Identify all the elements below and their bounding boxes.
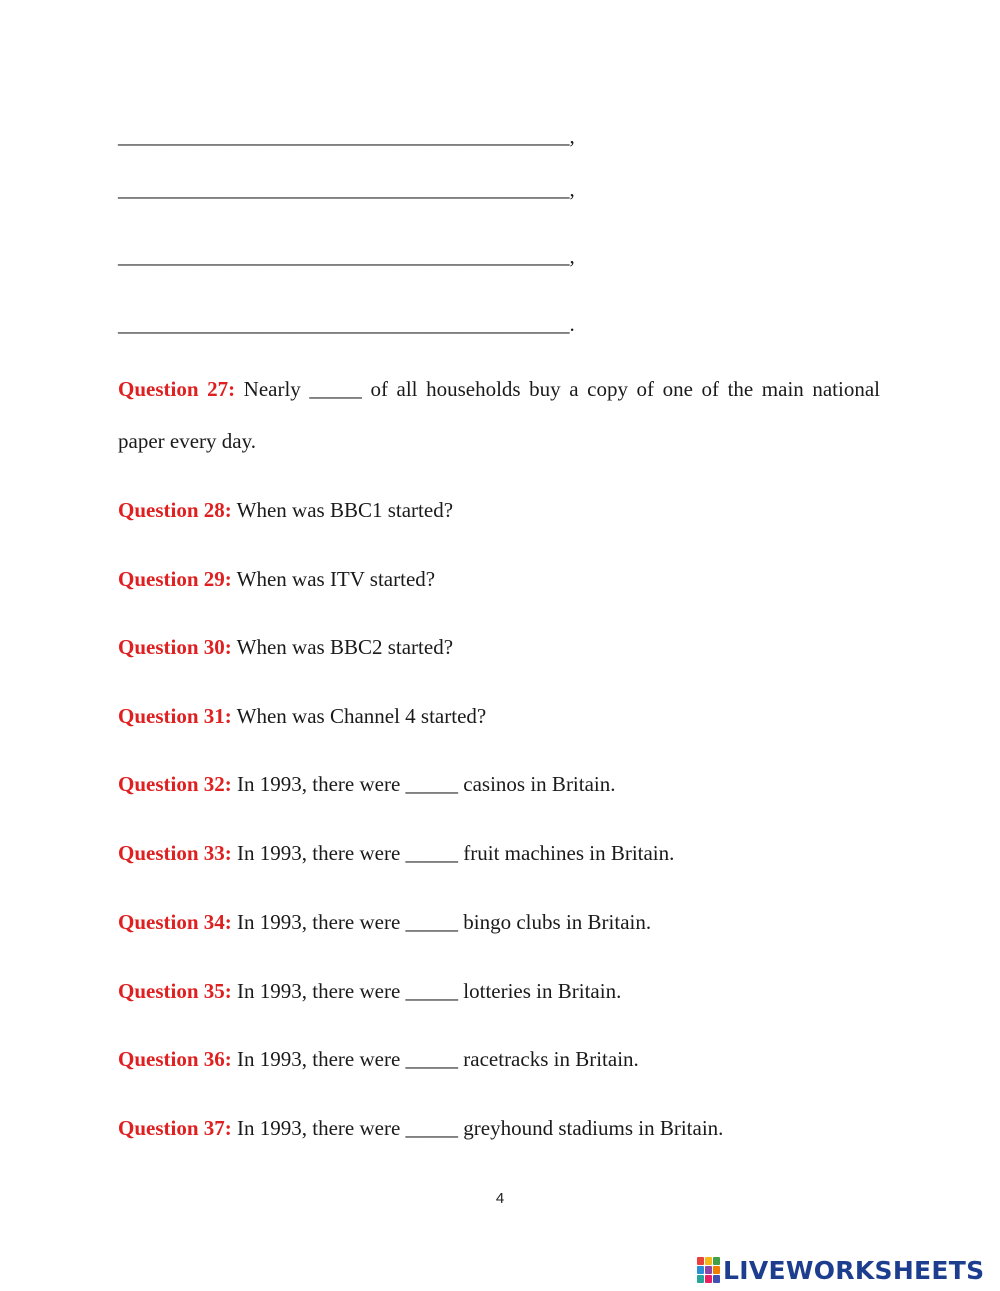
- question-label: Question 37:: [118, 1116, 232, 1140]
- answer-line-4[interactable]: [118, 312, 575, 337]
- liveworksheets-brand[interactable]: [697, 1254, 984, 1286]
- question-text: When was Channel 4 started?: [236, 704, 487, 728]
- question-29: [118, 569, 435, 590]
- answer-line-end: ,: [569, 177, 575, 201]
- question-label: Question 34:: [118, 910, 232, 934]
- answer-line-blank: ___________________________________________: [118, 244, 570, 268]
- answer-line-end: ,: [569, 244, 575, 268]
- logo-tile: [705, 1266, 712, 1274]
- question-31: [118, 706, 486, 727]
- logo-tile: [713, 1266, 720, 1274]
- question-34: [118, 912, 651, 933]
- question-27: [118, 363, 880, 467]
- question-label: Question 35:: [118, 979, 232, 1003]
- logo-tile: [705, 1275, 712, 1283]
- question-text: When was ITV started?: [236, 567, 436, 591]
- page-number: 4: [495, 1190, 505, 1207]
- question-label: Question 29:: [118, 567, 232, 591]
- logo-tile: [705, 1257, 712, 1265]
- logo-tile: [713, 1275, 720, 1283]
- answer-line-2[interactable]: [118, 177, 575, 202]
- question-28: [118, 500, 453, 521]
- question-label: Question 31:: [118, 704, 232, 728]
- question-label: Question 33:: [118, 841, 232, 865]
- logo-tile: [697, 1275, 704, 1283]
- question-33: [118, 843, 674, 864]
- answer-line-blank: ___________________________________________: [118, 124, 570, 148]
- question-text: Nearly _____ of all households buy a copy of one of the main national paper every day.: [118, 377, 881, 453]
- logo-tile: [697, 1257, 704, 1265]
- question-30: [118, 637, 453, 658]
- question-text: In 1993, there were _____ racetracks in Britain.: [237, 1047, 639, 1071]
- question-text: In 1993, there were _____ fruit machines in Britain.: [237, 841, 675, 865]
- question-text: In 1993, there were _____ casinos in Britain.: [237, 772, 616, 796]
- question-label: Question 30:: [118, 635, 232, 659]
- question-text: In 1993, there were _____ greyhound stadiums in Britain.: [237, 1116, 724, 1140]
- question-37: [118, 1118, 723, 1139]
- question-label: Question 32:: [118, 772, 232, 796]
- question-label: Question 36:: [118, 1047, 232, 1071]
- question-text: When was BBC2 started?: [236, 635, 454, 659]
- brand-name: LIVEWORKSHEETS: [723, 1255, 985, 1285]
- question-35: [118, 981, 621, 1002]
- question-label: Question 27:: [118, 377, 236, 401]
- liveworksheets-logo-icon: [697, 1257, 719, 1283]
- answer-line-end: ,: [569, 124, 575, 148]
- answer-line-blank: ___________________________________________: [118, 177, 570, 201]
- answer-line-3[interactable]: [118, 244, 575, 269]
- answer-line-1[interactable]: [118, 124, 575, 149]
- question-32: [118, 774, 616, 795]
- question-text: In 1993, there were _____ lotteries in Britain.: [237, 979, 622, 1003]
- logo-tile: [697, 1266, 704, 1274]
- answer-line-end: .: [569, 312, 575, 336]
- answer-line-blank: ___________________________________________: [118, 312, 570, 336]
- question-text: When was BBC1 started?: [236, 498, 454, 522]
- question-label: Question 28:: [118, 498, 232, 522]
- question-text: In 1993, there were _____ bingo clubs in Britain.: [237, 910, 652, 934]
- question-36: [118, 1049, 639, 1070]
- logo-tile: [713, 1257, 720, 1265]
